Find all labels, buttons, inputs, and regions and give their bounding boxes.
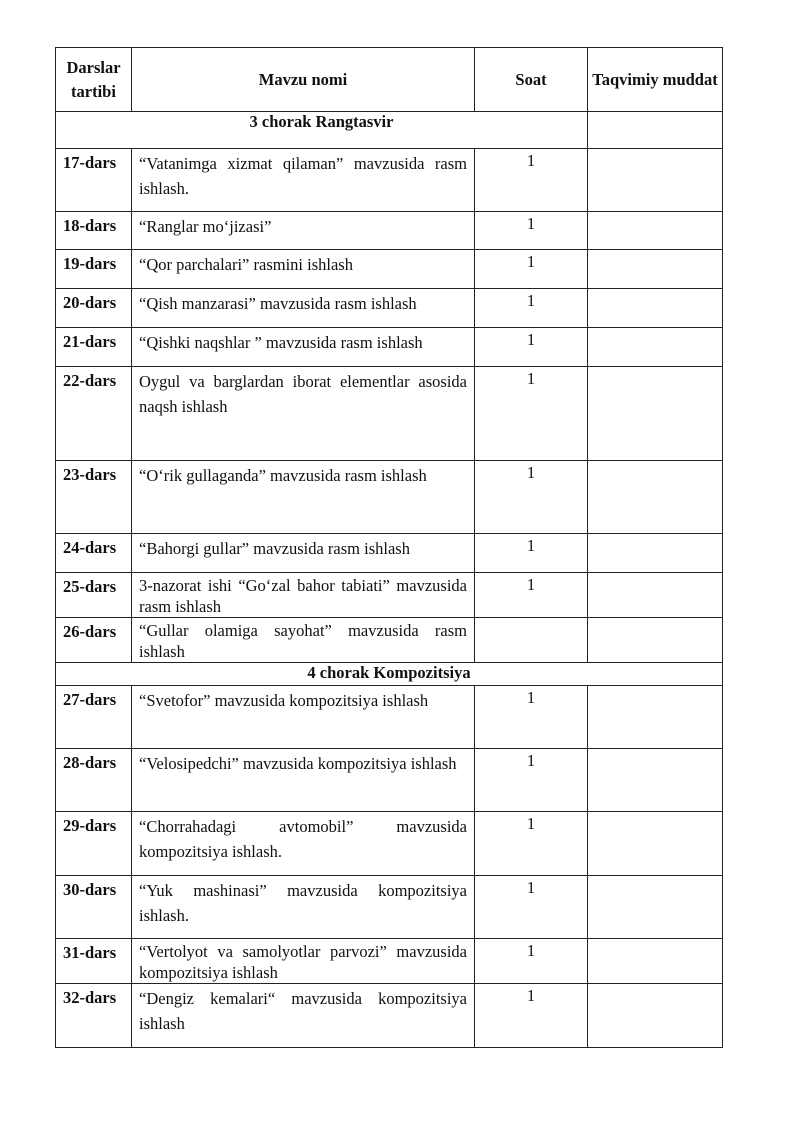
header-topic: Mavzu nomi: [132, 48, 475, 112]
lesson-number: 26-dars: [56, 618, 132, 663]
table-row: [56, 461, 723, 534]
lesson-hours: 1: [475, 984, 588, 1048]
table-row: [56, 328, 723, 367]
lesson-hours: 1: [475, 534, 588, 573]
section-title: 4 chorak Kompozitsiya: [56, 663, 723, 686]
lesson-hours: 1: [475, 573, 588, 618]
lesson-topic: “Velosipedchi” mavzusida kompozitsiya ishlash: [132, 749, 475, 812]
section-title: 3 chorak Rangtasvir: [56, 112, 588, 149]
lesson-hours: 1: [475, 328, 588, 367]
table-row: [56, 534, 723, 573]
lesson-topic: “Bahorgi gullar” mavzusida rasm ishlash: [132, 534, 475, 573]
table-row: [56, 939, 723, 984]
lesson-date: [588, 876, 723, 939]
header-order: Darslar tartibi: [56, 48, 132, 112]
lesson-number: 28-dars: [56, 749, 132, 812]
lesson-hours: 1: [475, 686, 588, 749]
lesson-topic: “Vatanimga xizmat qilaman” mavzusida rasm ishlash.: [132, 149, 475, 212]
lesson-topic: “Gullar olamiga sayohat” mavzusida rasm ishlash: [132, 618, 475, 663]
lesson-number: 25-dars: [56, 573, 132, 618]
lesson-number: 24-dars: [56, 534, 132, 573]
table-row: [56, 618, 723, 663]
table-row: [56, 149, 723, 212]
table-row: [56, 984, 723, 1048]
lesson-number: 23-dars: [56, 461, 132, 534]
section-row: [56, 663, 723, 686]
lesson-date: [588, 212, 723, 250]
lesson-hours: 1: [475, 250, 588, 289]
header-date: Taqvimiy muddat: [588, 48, 723, 112]
lesson-topic: “Vertolyot va samolyotlar parvozi” mavzusida kompozitsiya ishlash: [132, 939, 475, 984]
lesson-number: 29-dars: [56, 812, 132, 876]
lesson-topic: “Yuk mashinasi” mavzusida kompozitsiya ishlash.: [132, 876, 475, 939]
lesson-date: [588, 686, 723, 749]
lesson-hours: 1: [475, 212, 588, 250]
table-row: [56, 289, 723, 328]
lesson-date: [588, 461, 723, 534]
lesson-date: [588, 812, 723, 876]
table-row: [56, 876, 723, 939]
lesson-hours: 1: [475, 149, 588, 212]
lesson-date: [588, 939, 723, 984]
lesson-date: [588, 289, 723, 328]
table-row: [56, 250, 723, 289]
lesson-date: [588, 367, 723, 461]
table-row: [56, 367, 723, 461]
lesson-date: [588, 328, 723, 367]
lesson-hours: [475, 618, 588, 663]
lesson-date: [588, 149, 723, 212]
lesson-topic: “Qor parchalari” rasmini ishlash: [132, 250, 475, 289]
lesson-date: [588, 749, 723, 812]
lesson-number: 22-dars: [56, 367, 132, 461]
lesson-date: [588, 573, 723, 618]
lesson-hours: 1: [475, 812, 588, 876]
section-date-cell: [588, 112, 723, 149]
lesson-topic: “Dengiz kemalari“ mavzusida kompozitsiya ishlash: [132, 984, 475, 1048]
lesson-number: 20-dars: [56, 289, 132, 328]
lesson-date: [588, 618, 723, 663]
lesson-date: [588, 250, 723, 289]
header-hours: Soat: [475, 48, 588, 112]
table-row: [56, 573, 723, 618]
lesson-hours: 1: [475, 367, 588, 461]
lesson-topic: “Ranglar mo‘jizasi”: [132, 212, 475, 250]
section-row: [56, 112, 723, 149]
lesson-number: 31-dars: [56, 939, 132, 984]
table-row: [56, 686, 723, 749]
lesson-hours: 1: [475, 289, 588, 328]
lesson-number: 32-dars: [56, 984, 132, 1048]
lesson-topic: Oygul va barglardan iborat elementlar asosida naqsh ishlash: [132, 367, 475, 461]
lesson-date: [588, 534, 723, 573]
lesson-number: 17-dars: [56, 149, 132, 212]
lesson-number: 27-dars: [56, 686, 132, 749]
lesson-number: 19-dars: [56, 250, 132, 289]
lesson-topic: “Qish manzarasi” mavzusida rasm ishlash: [132, 289, 475, 328]
lesson-date: [588, 984, 723, 1048]
lesson-plan-table: [55, 47, 723, 1048]
lesson-hours: 1: [475, 749, 588, 812]
lesson-hours: 1: [475, 876, 588, 939]
lesson-topic: “O‘rik gullaganda” mavzusida rasm ishlash: [132, 461, 475, 534]
lesson-topic: “Chorrahadagi avtomobil” mavzusida kompozitsiya ishlash.: [132, 812, 475, 876]
header-row: [56, 48, 723, 112]
lesson-hours: 1: [475, 461, 588, 534]
table-row: [56, 212, 723, 250]
lesson-number: 21-dars: [56, 328, 132, 367]
lesson-number: 30-dars: [56, 876, 132, 939]
lesson-topic: “Svetofor” mavzusida kompozitsiya ishlash: [132, 686, 475, 749]
lesson-topic: “Qishki naqshlar ” mavzusida rasm ishlash: [132, 328, 475, 367]
lesson-number: 18-dars: [56, 212, 132, 250]
table-row: [56, 749, 723, 812]
lesson-hours: 1: [475, 939, 588, 984]
table-row: [56, 812, 723, 876]
lesson-topic: 3-nazorat ishi “Go‘zal bahor tabiati” mavzusida rasm ishlash: [132, 573, 475, 618]
